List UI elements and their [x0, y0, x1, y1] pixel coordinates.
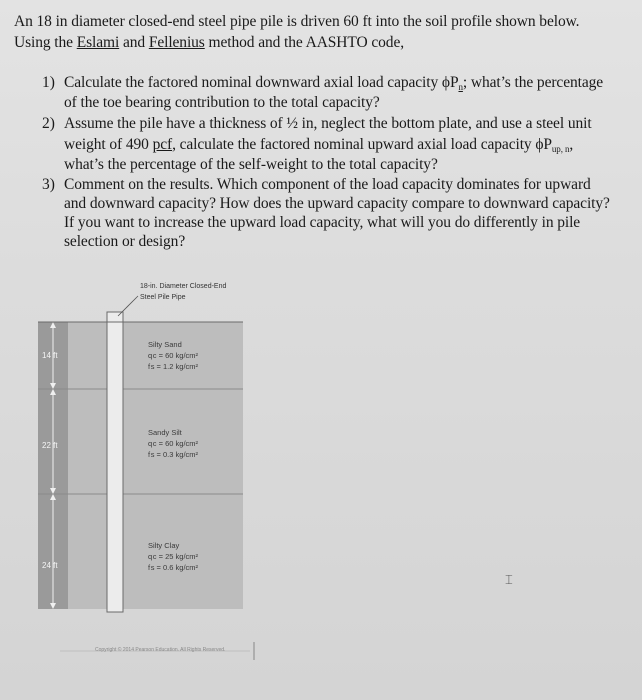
question-3-line-4: selection or design?: [64, 233, 186, 250]
intro-line-1: An 18 in diameter closed-end steel pipe pile is driven 60 ft into the soil profile shown below.: [14, 13, 580, 30]
text-cursor-icon: ⌶: [505, 573, 513, 588]
steel-pile-pipe: [107, 312, 123, 612]
fellenius-link-text: Fellenius: [148, 34, 205, 51]
intro-line-2-a: Using the: [14, 34, 77, 51]
q2-subscript: up, n: [551, 144, 570, 154]
layer-1-name: Silty Sand: [148, 340, 182, 349]
question-3-line-3: If you want to increase the upward load capacity, what will you do differently in pile: [64, 214, 581, 231]
layer-1-fs: f s = 1.2 kg/cm²: [148, 362, 199, 371]
q2-pcf: pcf: [152, 136, 173, 153]
caption-pointer-line: [118, 296, 138, 316]
layer-2-qc: q с = 60 kg/cm²: [148, 439, 199, 448]
depth-label-layer-2: 22 ft: [42, 441, 58, 450]
depth-label-layer-3: 24 ft: [42, 561, 58, 570]
question-1-line-2: of the toe bearing contribution to the total capacity?: [64, 94, 380, 111]
layer-1-qc: q с = 60 kg/cm²: [148, 351, 199, 360]
intro-line-2-c: method and the AASHTO code,: [204, 34, 404, 51]
question-3-line-2: and downward capacity? How does the upward capacity compare to downward capacity?: [64, 195, 610, 212]
depth-label-layer-1: 14 ft: [42, 351, 58, 360]
figure-caption-line-2: Steel Pile Pipe: [140, 294, 186, 301]
layer-2-name: Sandy Silt: [148, 428, 182, 437]
q1-tail: ; what’s the percentage: [462, 74, 604, 91]
q1-text-a: Calculate the factored nominal downward axial load capacity ϕP: [64, 74, 459, 91]
question-2-line-1: Assume the pile have a thickness of ½ in, neglect the bottom plate, and use a steel unit: [64, 115, 592, 132]
soil-column: [38, 322, 243, 609]
q2-text-a: weight of 490: [64, 136, 153, 153]
q2-text-b: , calculate the factored nominal upward axial load capacity ϕP: [172, 136, 552, 153]
layer-2-fs: f s = 0.3 kg/cm²: [148, 450, 199, 459]
eslami-link-text: Eslami: [76, 34, 120, 51]
question-3-line-1: Comment on the results. Which component of the load capacity dominates for upward: [64, 176, 591, 193]
layer-3-qc: q с = 25 kg/cm²: [148, 552, 199, 561]
layer-3-fs: f s = 0.6 kg/cm²: [148, 563, 199, 572]
question-3-number: 3): [42, 176, 55, 193]
q2-tail: ,: [569, 136, 574, 153]
question-2-line-3: what’s the percentage of the self-weight to the total capacity?: [64, 156, 438, 173]
figure-copyright: Copyright © 2014 Pearson Education. All Rights Reserved.: [95, 647, 226, 653]
question-2-number: 2): [42, 115, 55, 132]
intro-line-2-b: and: [119, 34, 149, 51]
layer-3-name: Silty Clay: [148, 541, 180, 550]
q1-subscript: n: [458, 82, 463, 92]
question-1-number: 1): [42, 74, 55, 91]
figure-caption-line-1: 18-in. Diameter Closed-End: [140, 283, 227, 290]
